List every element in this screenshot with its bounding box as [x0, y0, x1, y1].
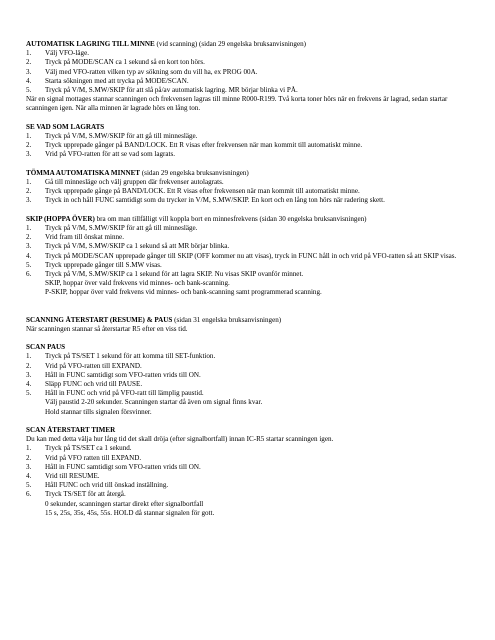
- step-text: Tryck upprepade gånger till S.MW visas.: [45, 260, 162, 269]
- list-item: [26, 380, 471, 389]
- heading-bold: AUTOMATISK LAGRING TILL MINNE: [26, 40, 155, 48]
- list-item: [26, 472, 471, 481]
- step-number: 5.: [26, 481, 32, 490]
- section-note: Du kan med detta välja hur lång tid det skall dröja (efter signalbortfall) innan IC-R5 startar scanningen igen.: [26, 435, 334, 444]
- list-item: [26, 481, 471, 490]
- list-item: [26, 444, 471, 453]
- section-note: När en signal mottages stannar scanningen och frekvensen lagras till minne R000-R199. Två korta toner hörs när en frekvens är lagrad, sedan startar scanningen igen. När alla minnen är lagrade hörs en lång ton.: [26, 95, 448, 113]
- step-number: 2.: [26, 58, 32, 67]
- step-number: 3.: [26, 242, 32, 251]
- section-heading: [26, 40, 471, 49]
- list-item: [26, 187, 471, 196]
- list-item: [26, 150, 471, 159]
- heading-rest: bra om man tillfälligt vill koppla bort en minnesfrekvens (sidan 30 engelska bruksanvisningen): [94, 214, 367, 223]
- section-heading: [26, 215, 471, 224]
- list-item: [26, 362, 471, 371]
- continuation-text: 15 s, 25s, 35s, 45s, 55s. HOLD då stannar signalen för gott.: [45, 508, 215, 517]
- list-item: [26, 58, 471, 67]
- step-number: 1.: [26, 132, 32, 141]
- document-body: [26, 40, 471, 518]
- section-scan-resume-pause: [26, 316, 471, 334]
- step-number: 2.: [26, 453, 32, 462]
- step-text: Tryck TS/SET för att återgå.: [45, 490, 126, 499]
- step-number: 6.: [26, 270, 32, 279]
- step-number: 3.: [26, 462, 32, 471]
- step-text: Vrid på VFO-ratten till EXPAND.: [45, 361, 142, 370]
- heading-bold: TÖMMA AUTOMATISKA MINNET: [26, 168, 141, 177]
- heading-rest: (sidan 31 engelska bruksanvisningen): [172, 315, 282, 324]
- step-number: 3.: [26, 370, 32, 379]
- step-number: 2.: [26, 361, 32, 370]
- section-skip: [26, 215, 471, 298]
- step-number: 1.: [26, 352, 32, 361]
- heading-bold: SCANNING ÅTERSTART (RESUME) & PAUS: [26, 315, 173, 324]
- section-note: När scanningen stannar så återstartar R5 efter en viss tid.: [26, 324, 188, 333]
- list-item: [26, 242, 471, 251]
- list-item: [26, 463, 471, 472]
- section-heading: [26, 426, 471, 435]
- heading-bold: SCAN PAUS: [26, 343, 66, 352]
- step-text: Tryck på TS/SET ca 1 sekund.: [45, 444, 132, 453]
- step-number: 3.: [26, 196, 32, 205]
- step-number: 1.: [26, 444, 32, 453]
- step-text: Välj med VFO-ratten vilken typ av sökning som du vill ha, ex PROG 00A.: [45, 67, 258, 76]
- list-item: [26, 261, 471, 270]
- step-text: Tryck på V/M, S.MW/SKIP ca 1 sekund för att lagra SKIP. Nu visas SKIP ovanför minnet.: [45, 270, 304, 279]
- section-heading: [26, 169, 471, 178]
- step-list: [26, 224, 471, 279]
- step-text: Håll in FUNC och vrid på VFO-ratt till lämplig paustid.: [45, 389, 204, 398]
- heading-rest: (vid scanning) (sidan 29 engelska bruksanvisningen): [154, 40, 307, 48]
- step-number: 4.: [26, 472, 32, 481]
- step-text: Tryck på V/M, S.MW/SKIP ca 1 sekund så att MR börjar blinka.: [45, 242, 230, 251]
- step-number: 6.: [26, 490, 32, 499]
- step-text: Släpp FUNC och vrid till PAUSE.: [45, 380, 143, 389]
- list-item: [26, 389, 471, 398]
- heading-bold: SKIP (HOPPA ÖVER): [26, 214, 95, 223]
- step-text: Tryck på V/M, S.MW/SKIP för att gå till minnesläge.: [45, 132, 198, 141]
- section-heading: [26, 343, 471, 352]
- step-text: Starta sökningen med att trycka på MODE/SCAN.: [45, 76, 189, 85]
- step-number: 4.: [26, 76, 32, 85]
- continuation-text: Välj paustid 2-20 sekunder. Scanningen startar då även om signal finns kvar.: [45, 398, 263, 407]
- step-number: 5.: [26, 260, 32, 269]
- step-list: [26, 444, 471, 499]
- continuation-text: P-SKIP, hoppar över vald frekvens vid minnes- och bank-scanning samt programmerad scanning.: [45, 288, 322, 297]
- step-text: Vrid på VFO ratten till EXPAND.: [45, 453, 142, 462]
- list-item: [26, 141, 471, 150]
- continuation-text: SKIP, hoppar över vald frekvens vid minnes- och bank-scanning.: [45, 279, 230, 288]
- list-item: [26, 77, 471, 86]
- heading-rest: (sidan 29 engelska bruksanvisningen): [140, 168, 249, 177]
- section-heading: [26, 123, 471, 132]
- step-list: [26, 352, 471, 398]
- step-number: 4.: [26, 380, 32, 389]
- list-item: [26, 454, 471, 463]
- step-number: 1.: [26, 49, 32, 58]
- continuation-text: 0 sekunder, scanningen startar direkt efter signalbortfall: [45, 499, 204, 508]
- list-item: [26, 371, 471, 380]
- step-list: [26, 132, 471, 160]
- step-number: 2.: [26, 233, 32, 242]
- list-item: [26, 352, 471, 361]
- step-text: Tryck upprepade gånge på BAND/LOCK. Ett R visas efter frekvensen när man kommit till automatiskt minne.: [45, 187, 360, 196]
- step-number: 2.: [26, 141, 32, 150]
- continuation-text: Hold stannar tills signalen försvinner.: [45, 407, 152, 416]
- step-number: 5.: [26, 86, 32, 95]
- step-text: Gå till minnesläge och välj gruppen där frekvenser autolagrats.: [45, 178, 224, 187]
- section-auto-store: [26, 40, 471, 114]
- step-text: Håll in FUNC samtidigt som VFO-ratten vrids till ON.: [45, 370, 201, 379]
- step-text: Tryck på MODE/SCAN upprepade gånger till SKIP (OFF kommer nu att visas), tryck in FUNC håll in och vrid på VFO-ratten så att SKIP visas.: [45, 251, 457, 260]
- section-scan-resume-timer: [26, 426, 471, 518]
- step-text: Tryck upprepade gånger på BAND/LOCK. Ett R visas efter frekvensen när man kommit till automatiskt minne.: [45, 141, 363, 150]
- step-number: 3.: [26, 150, 32, 159]
- list-item: [26, 252, 471, 261]
- step-text: Tryck på V/M, S.MW/SKIP för att slå på/av automatisk lagring. MR börjar blinka vi PÅ.: [45, 86, 298, 95]
- list-item: [26, 86, 471, 95]
- step-text: Välj VFO-läge.: [45, 49, 89, 58]
- list-item: [26, 490, 471, 499]
- step-text: Vrid på VFO-ratten för att se vad som lagrats.: [45, 150, 176, 159]
- section-heading: [26, 316, 471, 325]
- list-item: [26, 178, 471, 187]
- step-text: Tryck in och håll FUNC samtidigt som du trycker in V/M, S.MW/SKIP. En kort och en lång ton hörs när radering skett.: [45, 196, 385, 205]
- step-text: Tryck på TS/SET 1 sekund för att komma till SET-funktion.: [45, 352, 216, 361]
- step-text: Tryck på MODE/SCAN ca 1 sekund så en kort ton hörs.: [45, 58, 205, 67]
- section-clear-auto-memory: [26, 169, 471, 206]
- list-item: [26, 196, 471, 205]
- step-text: Vrid fram till önskat minne.: [45, 233, 124, 242]
- step-text: Vrid till RESUME.: [45, 472, 100, 481]
- list-item: [26, 49, 471, 58]
- step-text: Håll FUNC och vrid till önskad inställning.: [45, 481, 169, 490]
- list-item: [26, 233, 471, 242]
- step-number: 1.: [26, 224, 32, 233]
- section-view-stored: [26, 123, 471, 160]
- step-number: 1.: [26, 178, 32, 187]
- list-item: [26, 68, 471, 77]
- section-scan-pause: [26, 343, 471, 417]
- heading-bold: SE VAD SOM LAGRATS: [26, 122, 105, 131]
- step-number: 3.: [26, 67, 32, 76]
- step-text: Tryck på V/M, S.MW/SKIP för att gå till minnesläge.: [45, 224, 198, 233]
- list-item: [26, 224, 471, 233]
- heading-bold: SCAN ÅTERSTART TIMER: [26, 426, 116, 435]
- list-item: [26, 132, 471, 141]
- step-list: [26, 178, 471, 206]
- step-number: 5.: [26, 389, 32, 398]
- step-number: 4.: [26, 251, 32, 260]
- step-list: [26, 49, 471, 95]
- step-text: Håll in FUNC samtidigt som VFO-ratten vrids till ON.: [45, 462, 201, 471]
- list-item: [26, 270, 471, 279]
- step-number: 2.: [26, 187, 32, 196]
